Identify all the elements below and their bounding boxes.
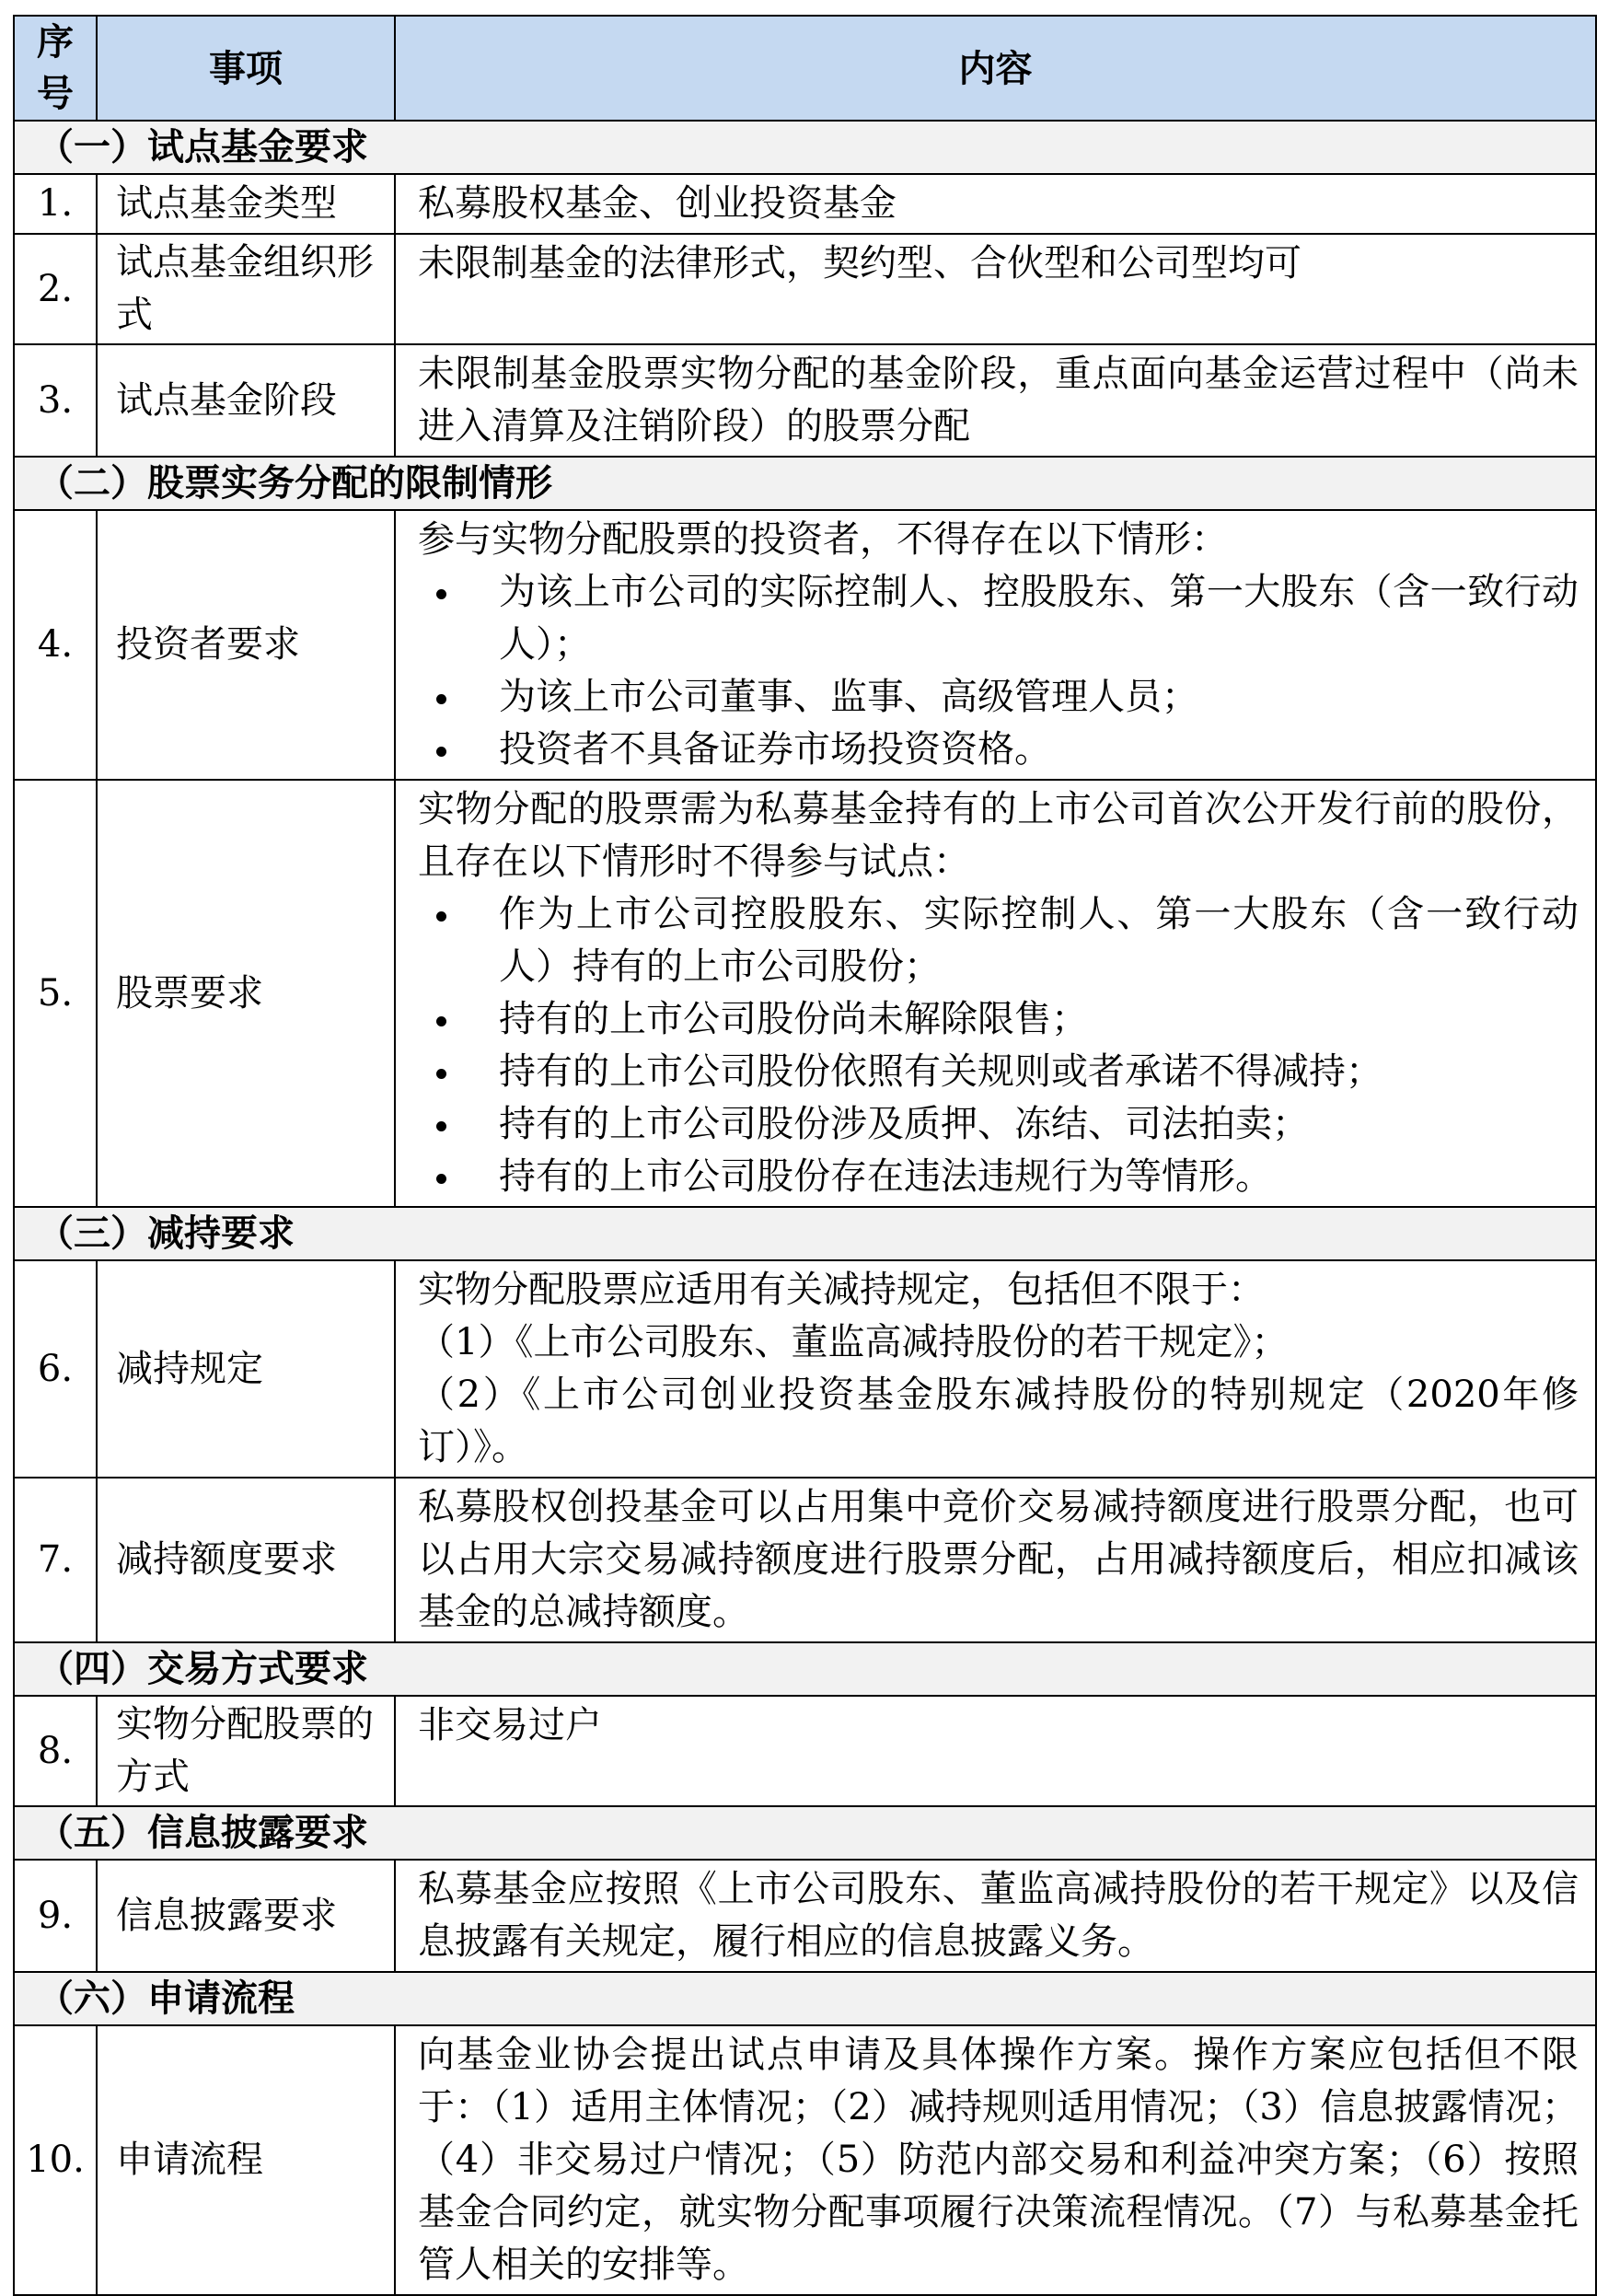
row-content [395, 1260, 1596, 1478]
table-row [14, 780, 1596, 1207]
section-row [14, 121, 1596, 174]
bullet-item: 投资者不具备证券市场投资资格。 [418, 724, 1579, 776]
bullet-item: 持有的上市公司股份存在违法违规行为等情形。 [418, 1151, 1579, 1203]
header-seq: 序号 [14, 16, 97, 121]
table-row [14, 510, 1596, 780]
row-item: 试点基金阶段 [97, 344, 395, 457]
row-item: 减持规定 [97, 1260, 395, 1478]
row-content [395, 234, 1596, 344]
section-title: （五）信息披露要求 [14, 1806, 1596, 1860]
row-seq: 10. [14, 2025, 97, 2295]
table-body [14, 121, 1596, 2295]
section-title: （一）试点基金要求 [14, 121, 1596, 174]
row-item: 试点基金类型 [97, 174, 395, 234]
section-row [14, 1207, 1596, 1260]
bullet-item: 作为上市公司控股股东、实际控制人、第一大股东（含一致行动人）持有的上市公司股份； [418, 888, 1579, 993]
content-line: （1）《上市公司股东、董监高减持股份的若干规定》； [418, 1321, 1289, 1363]
content-line: 未限制基金股票实物分配的基金阶段，重点面向基金运营过程中（尚未进入清算及注销阶段）的股票分配 [418, 353, 1579, 447]
row-content [395, 2025, 1596, 2295]
table-row [14, 1260, 1596, 1478]
header-content: 内容 [395, 16, 1596, 121]
table-row [14, 1860, 1596, 1972]
table-row [14, 2025, 1596, 2295]
row-item: 股票要求 [97, 780, 395, 1207]
row-seq: 5. [14, 780, 97, 1207]
content-line: 实物分配股票应适用有关减持规定，包括但不限于： [418, 1269, 1265, 1311]
content-line: 私募股权创投基金可以占用集中竞价交易减持额度进行股票分配，也可以占用大宗交易减持额度进行股票分配，占用减持额度后，相应扣减该基金的总减持额度。 [418, 1486, 1579, 1633]
content-line: 未限制基金的法律形式，契约型、合伙型和公司型均可 [418, 242, 1301, 284]
row-content [395, 1860, 1596, 1972]
table-row [14, 174, 1596, 234]
table-row [14, 234, 1596, 344]
section-row [14, 1972, 1596, 2025]
content-line: 参与实物分配股票的投资者，不得存在以下情形： [418, 518, 1228, 561]
row-seq: 8. [14, 1696, 97, 1806]
bullet-item: 持有的上市公司股份尚未解除限售； [418, 993, 1579, 1046]
table-header-row [14, 16, 1596, 121]
row-seq: 6. [14, 1260, 97, 1478]
row-content [395, 1696, 1596, 1806]
row-item: 投资者要求 [97, 510, 395, 780]
row-seq: 3. [14, 344, 97, 457]
content-line: 向基金业协会提出试点申请及具体操作方案。操作方案应包括但不限于：（1）适用主体情况；（2）减持规则适用情况；（3）信息披露情况；（4）非交易过户情况；（5）防范内部交易和利益冲突方案；（6）按照基金合同约定，就实物分配事项履行决策流程情况。（7）与私募基金托管人相关的安排等。 [418, 2034, 1579, 2286]
row-seq: 1. [14, 174, 97, 234]
bullet-item: 持有的上市公司股份涉及质押、冻结、司法拍卖； [418, 1098, 1579, 1151]
row-seq: 4. [14, 510, 97, 780]
content-line: 私募股权基金、创业投资基金 [418, 182, 897, 225]
row-item: 减持额度要求 [97, 1478, 395, 1642]
header-item: 事项 [97, 16, 395, 121]
bullet-item: 持有的上市公司股份依照有关规则或者承诺不得减持； [418, 1046, 1579, 1098]
row-seq: 2. [14, 234, 97, 344]
bullet-item: 为该上市公司董事、监事、高级管理人员； [418, 671, 1579, 724]
section-title: （六）申请流程 [14, 1972, 1596, 2025]
row-item: 实物分配股票的方式 [97, 1696, 395, 1806]
table-row [14, 344, 1596, 457]
content-line: （2）《上市公司创业投资基金股东减持股份的特别规定（2020年修订）》。 [418, 1374, 1579, 1468]
content-line: 私募基金应按照《上市公司股东、董监高减持股份的若干规定》以及信息披露有关规定，履行相应的信息披露义务。 [418, 1868, 1579, 1963]
pilot-requirements-table [13, 15, 1597, 2296]
bullet-list [418, 566, 1579, 776]
row-item: 申请流程 [97, 2025, 395, 2295]
row-content [395, 1478, 1596, 1642]
content-line: 实物分配的股票需为私募基金持有的上市公司首次公开发行前的股份，且存在以下情形时不得参与试点： [418, 788, 1579, 883]
row-seq: 7. [14, 1478, 97, 1642]
table-row [14, 1696, 1596, 1806]
row-content [395, 780, 1596, 1207]
content-line: 非交易过户 [418, 1704, 602, 1746]
row-content [395, 344, 1596, 457]
section-row [14, 457, 1596, 510]
section-title: （二）股票实务分配的限制情形 [14, 457, 1596, 510]
section-title: （三）减持要求 [14, 1207, 1596, 1260]
section-title: （四）交易方式要求 [14, 1642, 1596, 1696]
bullet-item: 为该上市公司的实际控制人、控股股东、第一大股东（含一致行动人）； [418, 566, 1579, 671]
row-content [395, 510, 1596, 780]
row-item: 信息披露要求 [97, 1860, 395, 1972]
table-row [14, 1478, 1596, 1642]
row-item: 试点基金组织形式 [97, 234, 395, 344]
section-row [14, 1806, 1596, 1860]
document-page [13, 15, 1595, 2296]
section-row [14, 1642, 1596, 1696]
bullet-list [418, 888, 1579, 1203]
row-content [395, 174, 1596, 234]
row-seq: 9. [14, 1860, 97, 1972]
